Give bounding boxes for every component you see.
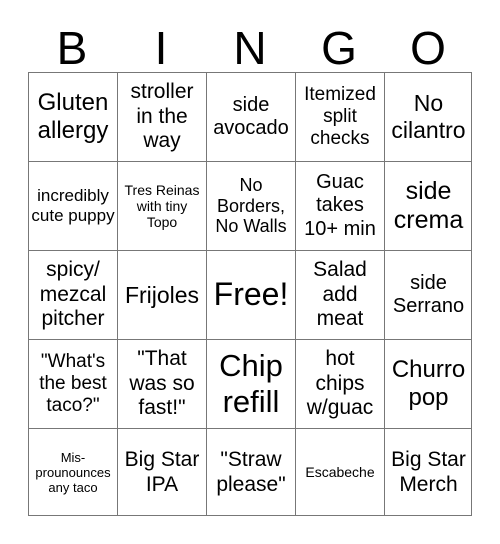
bingo-cell[interactable]: [118, 251, 207, 340]
bingo-cell[interactable]: [29, 340, 118, 429]
bingo-cell[interactable]: [207, 340, 296, 429]
cell-text: side crema: [393, 177, 464, 234]
cell-text: No Borders, No Walls: [215, 174, 287, 237]
bingo-cell[interactable]: [29, 162, 118, 251]
bingo-cell[interactable]: [296, 162, 385, 251]
cell-text: Guac takes 10+ min: [304, 171, 376, 240]
bingo-cell[interactable]: [29, 251, 118, 340]
bingo-cell[interactable]: [385, 251, 472, 340]
bingo-cell[interactable]: [118, 429, 207, 516]
bingo-cell[interactable]: [385, 340, 472, 429]
bingo-cell[interactable]: [296, 73, 385, 162]
header-letter-g: G: [321, 22, 357, 74]
cell-text: stroller in the way: [130, 80, 194, 153]
cell-text: Mis-prounounces any taco: [35, 449, 111, 496]
free-space-text: Free!: [213, 276, 289, 313]
bingo-cell[interactable]: [296, 429, 385, 516]
cell-text: Gluten allergy: [37, 89, 109, 144]
bingo-cell[interactable]: [296, 251, 385, 340]
cell-text: Tres Reinas with tiny Topo: [124, 181, 200, 231]
cell-text: hot chips w/guac: [306, 347, 374, 420]
bingo-cell[interactable]: [29, 73, 118, 162]
cell-text: Churro pop: [391, 356, 466, 411]
cell-text: "Straw please": [216, 448, 286, 496]
bingo-cell[interactable]: [118, 73, 207, 162]
cell-text: incredibly cute puppy: [31, 186, 115, 225]
free-space-cell[interactable]: [207, 251, 296, 340]
cell-text: Itemized split checks: [304, 83, 376, 150]
cell-text: "That was so fast!": [129, 347, 195, 420]
bingo-cell[interactable]: [385, 73, 472, 162]
bingo-cell[interactable]: [29, 429, 118, 516]
cell-text: Big Star Merch: [391, 448, 466, 496]
cell-text: Big Star IPA: [124, 448, 200, 496]
header-letter-n: N: [233, 22, 267, 74]
bingo-cell[interactable]: [385, 162, 472, 251]
cell-text: spicy/ mezcal pitcher: [39, 258, 107, 331]
bingo-cell[interactable]: [118, 162, 207, 251]
cell-text: side Serrano: [392, 271, 465, 317]
bingo-header: [28, 18, 472, 78]
cell-text: No cilantro: [391, 90, 466, 143]
cell-text: Chip refill: [219, 348, 283, 419]
cell-text: side avocado: [213, 93, 289, 139]
header-letter-i: I: [154, 22, 168, 74]
bingo-cell[interactable]: [207, 73, 296, 162]
header-letter-o: O: [410, 22, 446, 74]
bingo-cell[interactable]: [207, 429, 296, 516]
cell-text: Salad add meat: [313, 258, 367, 331]
header-letter-b: B: [56, 22, 88, 74]
cell-text: "What's the best taco?": [39, 350, 107, 417]
bingo-grid: [28, 72, 472, 516]
bingo-cell[interactable]: [385, 429, 472, 516]
cell-text: Frijoles: [124, 281, 200, 308]
bingo-cell[interactable]: [118, 340, 207, 429]
bingo-cell[interactable]: [296, 340, 385, 429]
cell-text: Escabeche: [305, 464, 375, 481]
bingo-cell[interactable]: [207, 162, 296, 251]
